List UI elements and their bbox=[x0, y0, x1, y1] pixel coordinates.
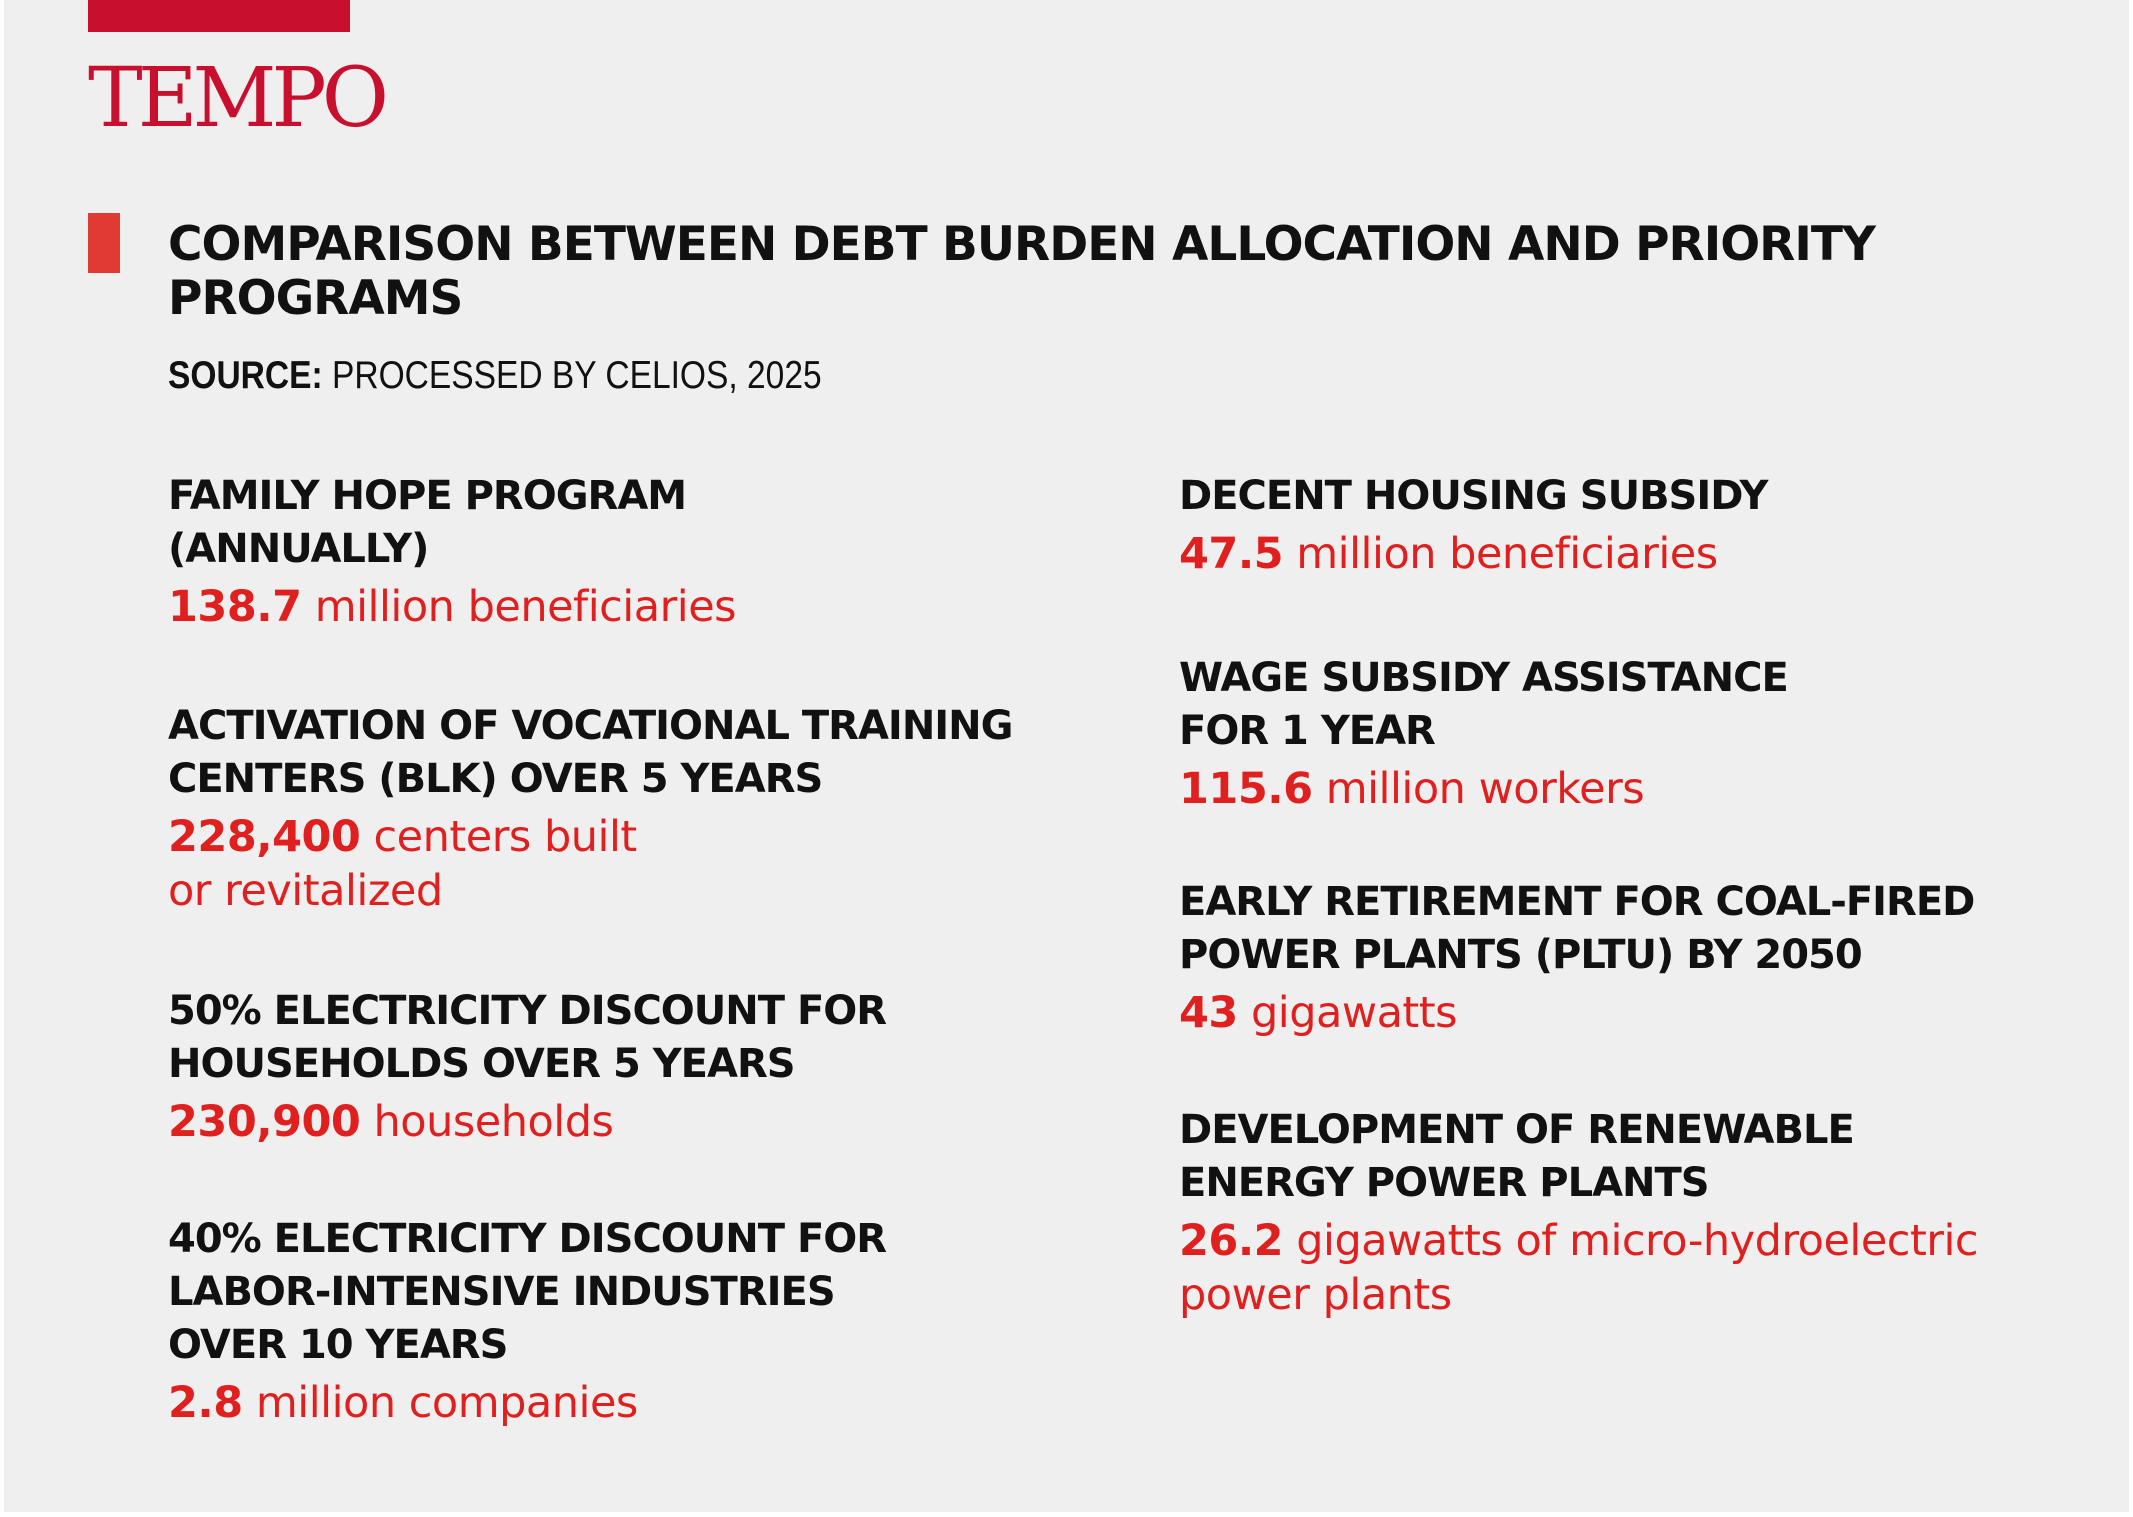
brand-logo: TEMPO bbox=[88, 51, 384, 146]
value-number: 43 bbox=[1179, 988, 1238, 1038]
program-family-hope bbox=[168, 470, 1148, 634]
value-unit: households bbox=[373, 1097, 614, 1147]
program-value bbox=[168, 1376, 1148, 1430]
program-title: 40% ELECTRICITY DISCOUNT FOR LABOR-INTENSIVE INDUSTRIES OVER 10 YEARS bbox=[168, 1216, 887, 1368]
program-value bbox=[1179, 527, 2109, 581]
value-unit: centers built or revitalized bbox=[168, 812, 637, 916]
infographic bbox=[4, 0, 2129, 1512]
value-unit: million companies bbox=[255, 1378, 638, 1428]
program-title: FAMILY HOPE PROGRAM (ANNUALLY) bbox=[168, 473, 687, 572]
value-unit: million beneficiaries bbox=[1296, 529, 1718, 579]
program-title: DECENT HOUSING SUBSIDY bbox=[1179, 473, 1768, 519]
value-number: 26.2 bbox=[1179, 1216, 1284, 1266]
program-title: DEVELOPMENT OF RENEWABLE ENERGY POWER PLANTS bbox=[1179, 1107, 1854, 1206]
value-unit: million beneficiaries bbox=[314, 582, 737, 632]
value-number: 115.6 bbox=[1179, 764, 1313, 814]
value-unit: million workers bbox=[1325, 764, 1645, 814]
source-label: SOURCE: bbox=[168, 354, 323, 397]
page-title: COMPARISON BETWEEN DEBT BURDEN ALLOCATION AND PRIORITY PROGRAMS bbox=[168, 217, 1875, 326]
program-industry-electricity bbox=[168, 1213, 1148, 1430]
program-title: WAGE SUBSIDY ASSISTANCE FOR 1 YEAR bbox=[1179, 655, 1788, 754]
title-marker bbox=[88, 213, 120, 273]
source-text: PROCESSED BY CELIOS, 2025 bbox=[331, 354, 822, 397]
value-unit: gigawatts of micro-hydroelectric power plants bbox=[1179, 1216, 1979, 1320]
program-renewable-energy bbox=[1179, 1104, 2109, 1322]
program-title: ACTIVATION OF VOCATIONAL TRAINING CENTERS (BLK) OVER 5 YEARS bbox=[168, 703, 1013, 802]
program-title: 50% ELECTRICITY DISCOUNT FOR HOUSEHOLDS OVER 5 YEARS bbox=[168, 988, 887, 1087]
source-line bbox=[168, 354, 822, 398]
program-value bbox=[1179, 986, 2109, 1040]
program-household-electricity bbox=[168, 985, 1148, 1149]
value-unit: gigawatts bbox=[1251, 988, 1458, 1038]
program-value bbox=[1179, 1214, 2109, 1322]
value-number: 228,400 bbox=[168, 812, 361, 862]
value-number: 230,900 bbox=[168, 1097, 361, 1147]
value-number: 2.8 bbox=[168, 1378, 243, 1428]
program-value bbox=[1179, 762, 2109, 816]
value-number: 47.5 bbox=[1179, 529, 1284, 579]
program-title: EARLY RETIREMENT FOR COAL-FIRED POWER PLANTS (PLTU) BY 2050 bbox=[1179, 879, 1975, 978]
program-vocational-training bbox=[168, 700, 1148, 918]
program-value bbox=[168, 580, 1148, 634]
program-value bbox=[168, 810, 1148, 918]
program-wage-subsidy bbox=[1179, 652, 2109, 816]
program-value bbox=[168, 1095, 1148, 1149]
brand-bar bbox=[88, 0, 350, 32]
program-coal-retirement bbox=[1179, 876, 2109, 1040]
program-housing-subsidy bbox=[1179, 470, 2109, 581]
value-number: 138.7 bbox=[168, 582, 302, 632]
